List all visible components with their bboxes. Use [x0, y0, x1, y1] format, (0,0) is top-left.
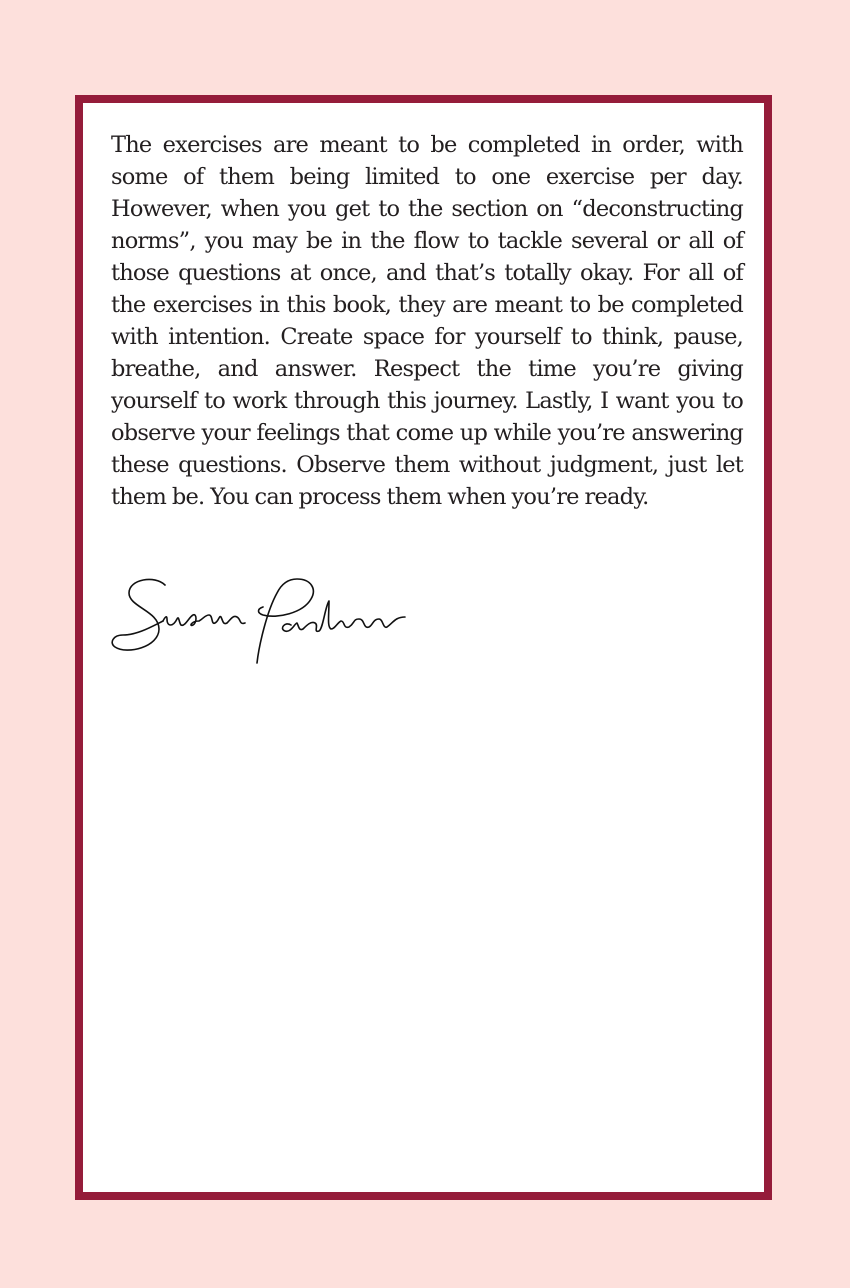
signature — [107, 571, 417, 671]
body-paragraph: The exercises are meant to be completed in order, with some of them being limited to one exercise per day. However, when you get to the section on “deconstructing norms”, you may be in the flow to tackle several or all of those questions at once, and that’s totally okay. For all of the exercises in this book, they are meant to be completed with intention. Create space for yourself to think, pause, breathe, and answer. Respect the time you’re giving yourself to work through this journey. Lastly, I want you to observe your feelings that come up while you’re answering these questions. Observe them without judgment, just let them be. You can process them when you’re ready. — [111, 132, 743, 510]
page-frame — [75, 95, 772, 1200]
